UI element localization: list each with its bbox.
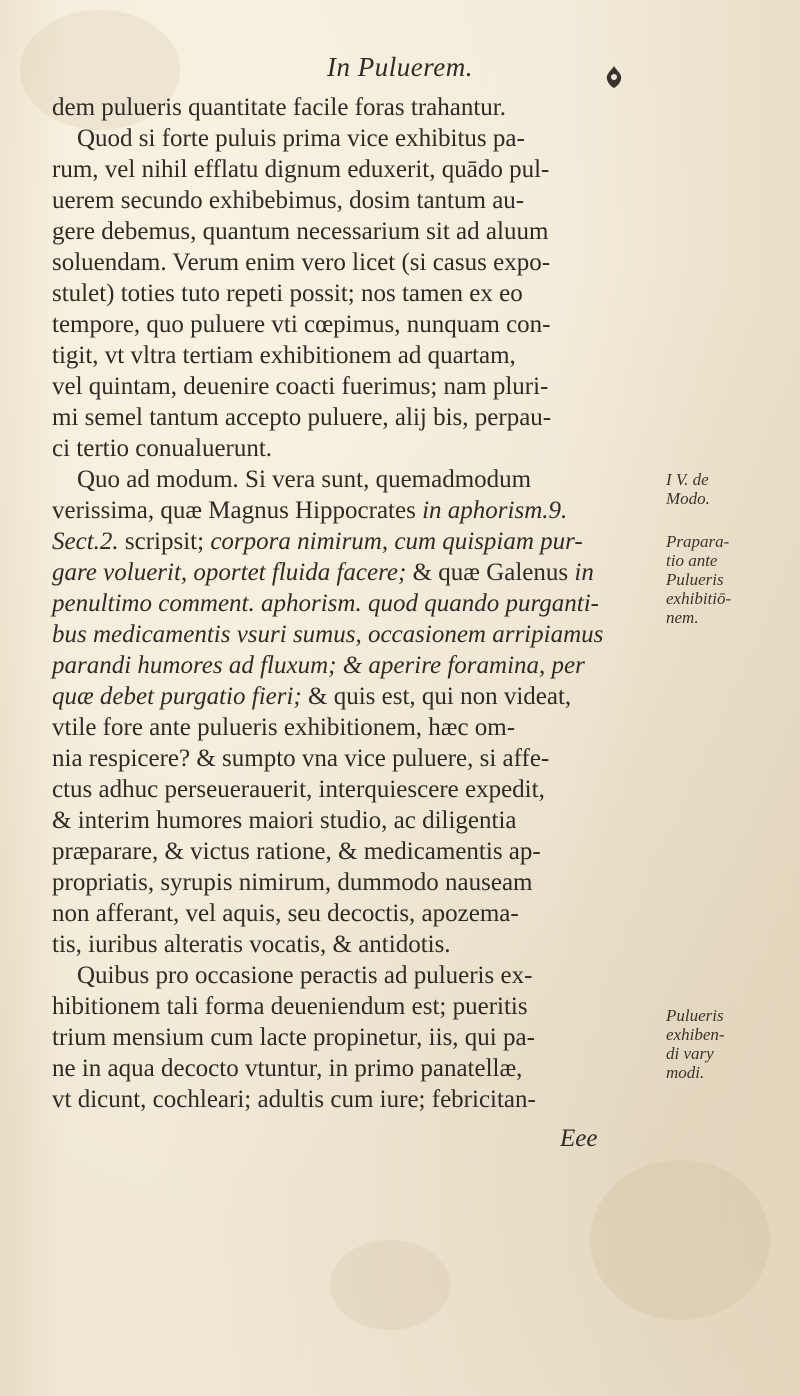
margin-note-line: Modo. [666, 489, 710, 508]
italic-text-segment: parandi humores ad fluxum; & aperire foramina, per [52, 652, 585, 679]
text-segment: soluendam. Verum enim vero licet (si casus expo- [52, 249, 551, 276]
text-line [52, 681, 652, 712]
text-segment: verissima, quæ Magnus Hippocrates [52, 497, 423, 524]
text-segment: Quod si forte puluis prima vice exhibitus pa- [52, 125, 525, 152]
paper-stain [590, 1160, 770, 1320]
margin-note-line: exhiben- [666, 1025, 725, 1044]
margin-note-line: modi. [666, 1063, 705, 1082]
text-line [52, 619, 652, 650]
italic-text-segment: gare voluerit, oportet fluida facere; [52, 559, 407, 586]
margin-note-2 [666, 532, 796, 627]
text-line [52, 1022, 652, 1053]
text-segment: tis, iuribus alteratis vocatis, & antidotis. [52, 931, 451, 958]
text-line [52, 836, 652, 867]
text-line [52, 712, 652, 743]
text-line [52, 185, 652, 216]
text-line [52, 154, 652, 185]
text-segment: non afferant, vel aquis, seu decoctis, apozema- [52, 900, 519, 927]
text-segment: vtile fore ante pulueris exhibitionem, hæc om- [52, 714, 516, 741]
text-line [52, 309, 652, 340]
text-segment: tempore, quo puluere vti cœpimus, nunquam con- [52, 311, 551, 338]
italic-text-segment: in aphorism.9. [422, 497, 568, 524]
text-segment: stulet) toties tuto repeti possit; nos tamen ex eo [52, 280, 523, 307]
text-line [52, 247, 652, 278]
margin-note-line: tio ante [666, 551, 718, 570]
text-segment: Quibus pro occasione peractis ad pulueris ex- [52, 962, 533, 989]
italic-text-segment: corpora nimirum, cum quispiam pur- [210, 528, 583, 555]
text-segment: ne in aqua decocto vtuntur, in primo panatellæ, [52, 1055, 523, 1082]
catchword: Eee [560, 1125, 598, 1152]
text-segment: mi semel tantum accepto puluere, alij bis, perpau- [52, 404, 552, 431]
text-segment: scripsit; [118, 528, 211, 555]
margin-note-line: di vary [666, 1044, 714, 1063]
text-line [52, 898, 652, 929]
text-segment: nia respicere? & sumpto vna vice puluere, si affe- [52, 745, 550, 772]
text-line [52, 650, 652, 681]
text-line [52, 433, 652, 464]
margin-note-line: exhibitiō- [666, 589, 732, 608]
text-segment: trium mensium cum lacte propinetur, iis, qui pa- [52, 1024, 535, 1051]
text-line [52, 805, 652, 836]
text-line [52, 1053, 652, 1084]
text-line [52, 774, 652, 805]
italic-text-segment: quæ debet purgatio fieri; [52, 683, 302, 710]
text-segment: & quæ Galenus [406, 559, 575, 586]
printer-ornament-icon [601, 64, 627, 95]
text-segment: vel quintam, deuenire coacti fuerimus; nam pluri- [52, 373, 549, 400]
text-segment: ci tertio conualuerunt. [52, 435, 273, 462]
text-segment: hibitionem tali forma deueniendum est; pueritis [52, 993, 528, 1020]
text-segment: gere debemus, quantum necessarium sit ad aluum [52, 218, 549, 245]
text-line [52, 960, 652, 991]
text-segment: præparare, & victus ratione, & medicamentis ap- [52, 838, 541, 865]
text-line [52, 371, 652, 402]
text-segment: ctus adhuc perseuerauerit, interquiescere expedit, [52, 776, 545, 803]
paper-stain [330, 1240, 450, 1330]
text-segment: Quo ad modum. Si vera sunt, quemadmodum [52, 466, 532, 493]
margin-note-line: Pulueris [666, 570, 724, 589]
text-segment: dem pulueris quantitate facile foras trahantur. [52, 94, 506, 121]
text-line [52, 929, 652, 960]
text-line [52, 216, 652, 247]
margin-note-3 [666, 1006, 796, 1082]
text-line [52, 123, 652, 154]
text-line [52, 402, 652, 433]
text-segment: vt dicunt, cochleari; adultis cum iure; febricitan- [52, 1086, 536, 1113]
text-line [52, 278, 652, 309]
italic-text-segment: bus medicamentis vsuri sumus, occasionem arripiamus [52, 621, 604, 648]
text-segment: uerem secundo exhibebimus, dosim tantum au- [52, 187, 525, 214]
text-line [52, 340, 652, 371]
text-line [52, 588, 652, 619]
italic-text-segment: in [574, 559, 594, 586]
margin-note-1 [666, 470, 796, 508]
italic-text-segment: penultimo comment. aphorism. quod quando purganti- [52, 590, 599, 617]
margin-note-line: I V. de [666, 470, 709, 489]
text-segment: rum, vel nihil efflatu dignum eduxerit, quādo pul- [52, 156, 550, 183]
text-line [52, 495, 652, 526]
margin-note-line: nem. [666, 608, 699, 627]
margin-note-line: Prapara- [666, 532, 730, 551]
italic-text-segment: Sect.2. [52, 528, 119, 555]
text-segment: & interim humores maiori studio, ac diligentia [52, 807, 517, 834]
text-line [52, 557, 652, 588]
text-line [52, 526, 652, 557]
text-line [52, 867, 652, 898]
body-text [52, 92, 652, 1115]
text-segment: & quis est, qui non videat, [301, 683, 572, 710]
text-segment: tigit, vt vltra tertiam exhibitionem ad quartam, [52, 342, 516, 369]
running-head: In Puluerem. [327, 52, 473, 82]
text-line [52, 991, 652, 1022]
text-line [52, 464, 652, 495]
text-line [52, 92, 652, 123]
margin-note-line: Pulueris [666, 1006, 724, 1025]
text-line [52, 743, 652, 774]
text-line [52, 1084, 652, 1115]
text-segment: propriatis, syrupis nimirum, dummodo nauseam [52, 869, 533, 896]
